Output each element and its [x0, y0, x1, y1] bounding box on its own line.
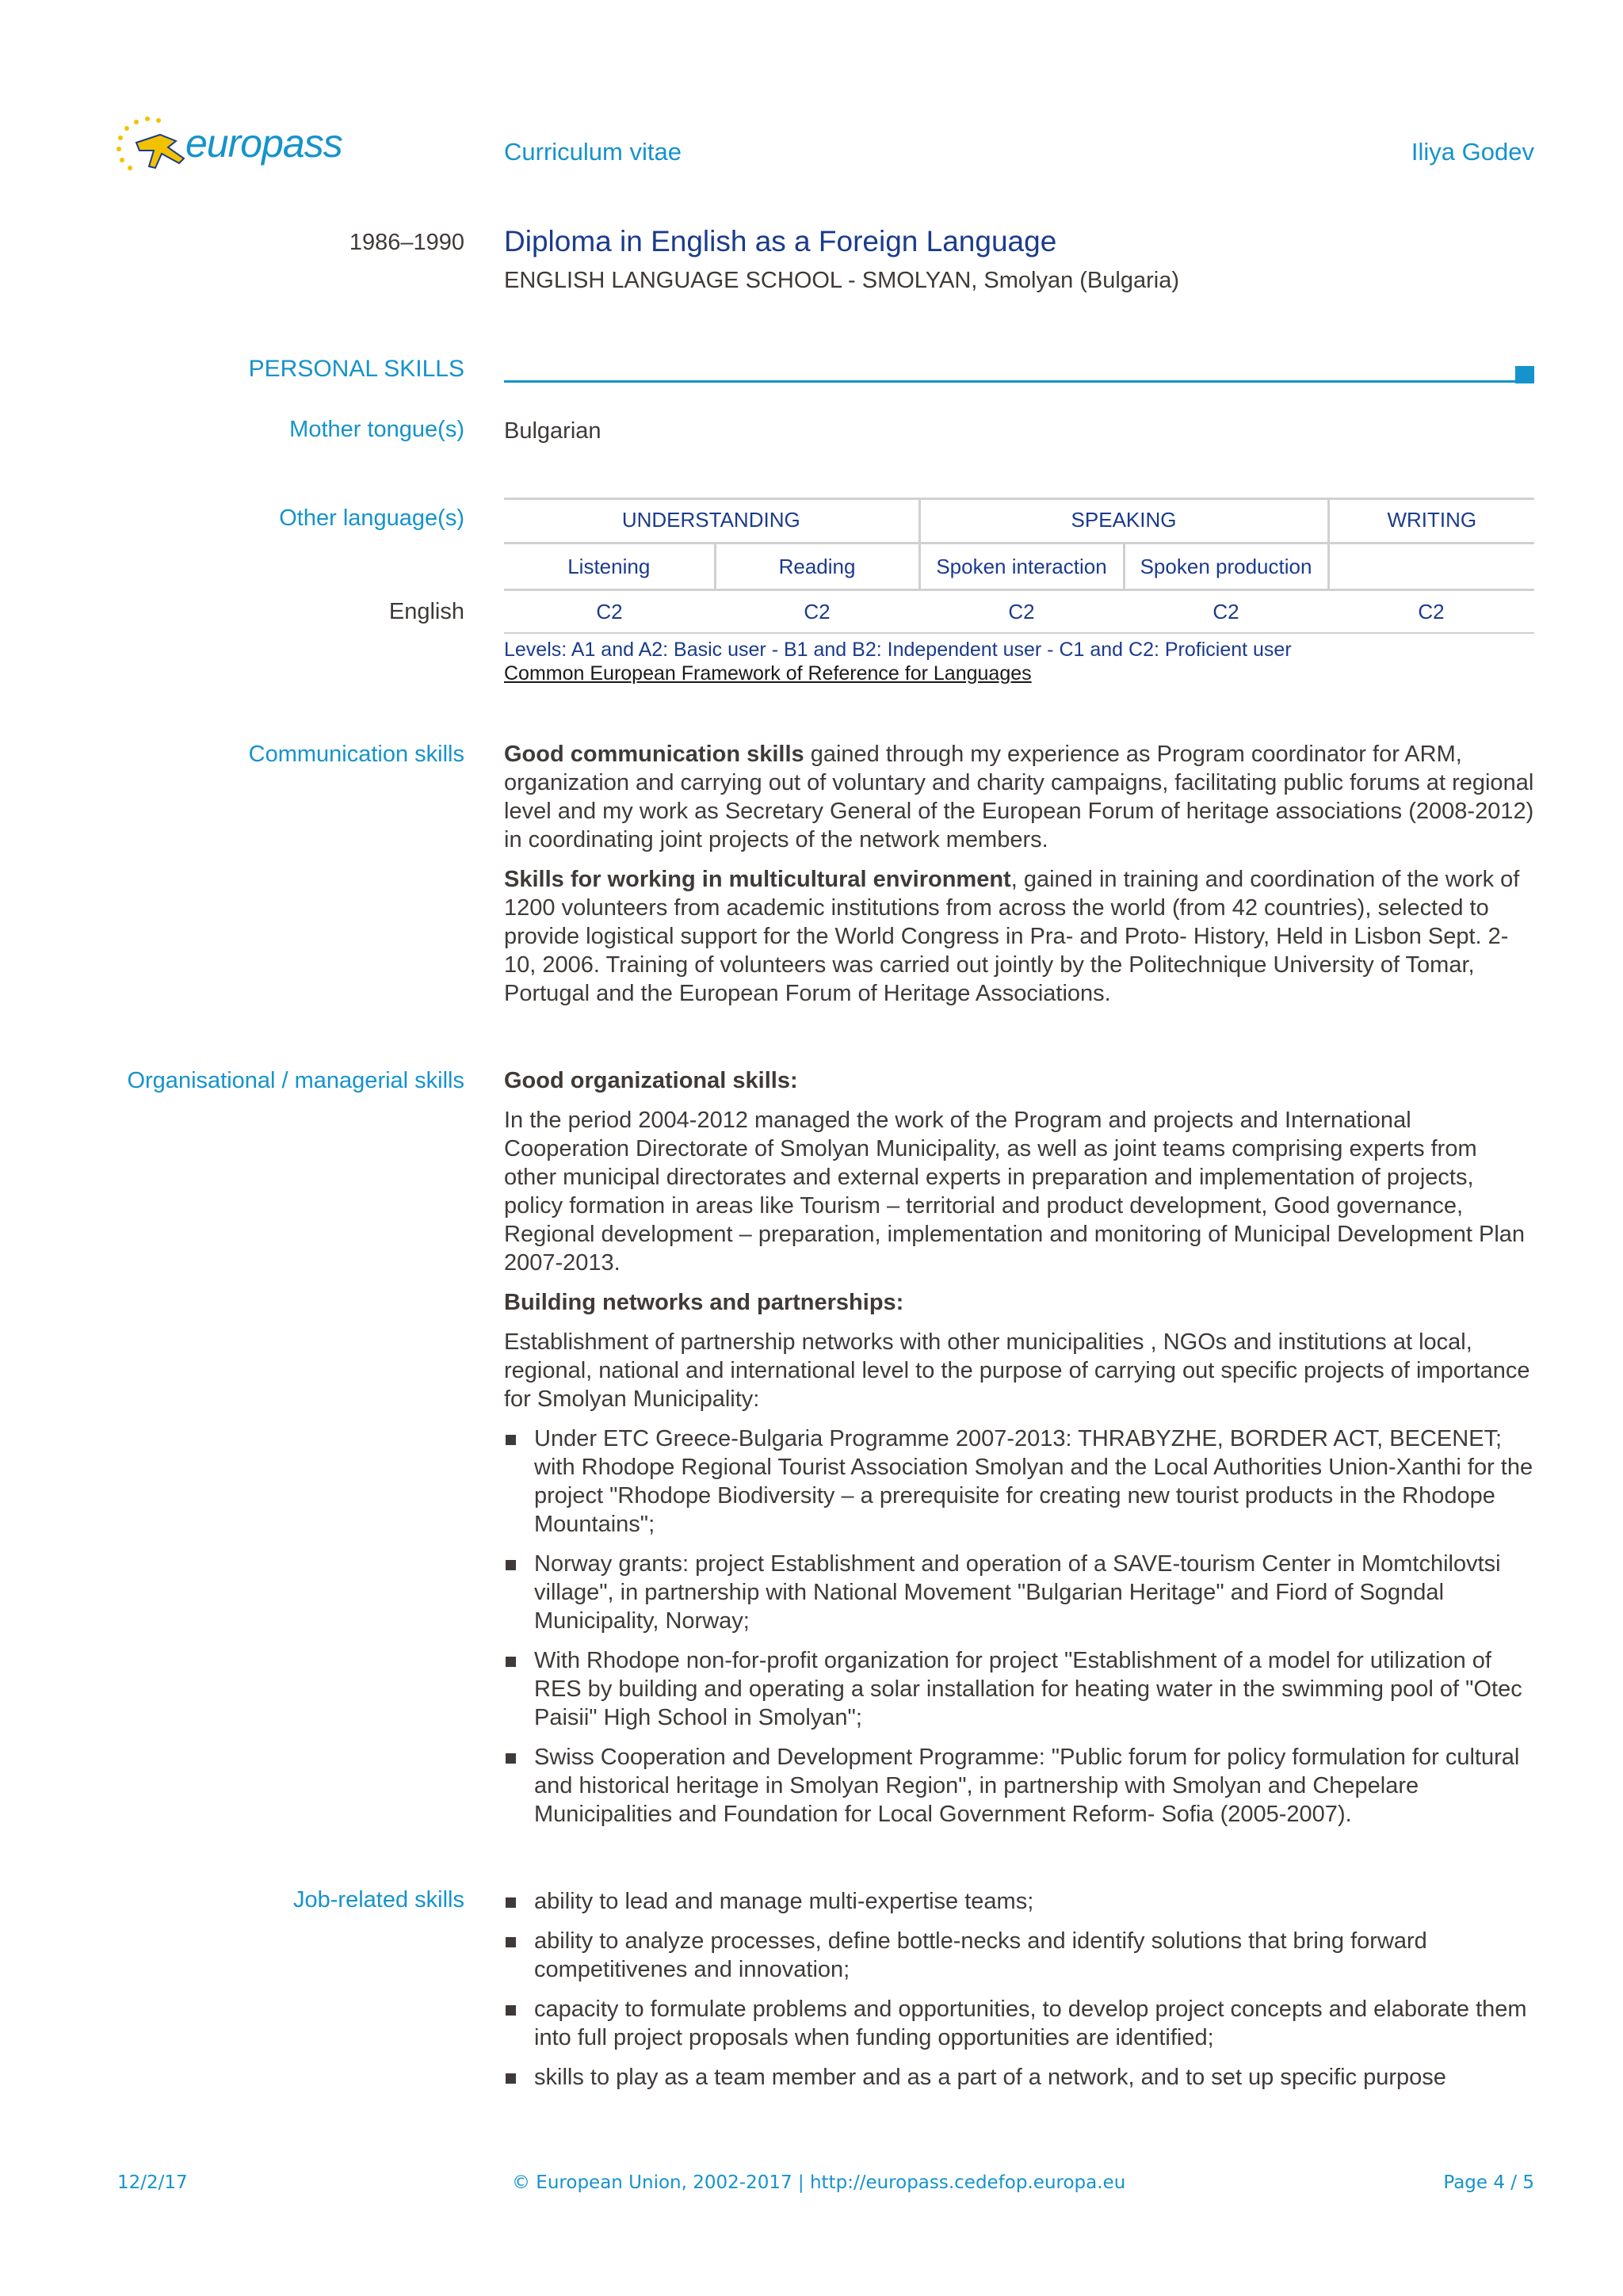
- bullet-square-icon: [506, 2005, 516, 2016]
- footer-page-number: Page 4 / 5: [1443, 2172, 1534, 2193]
- other-languages-label: Other language(s): [279, 505, 464, 531]
- list-item: [504, 1887, 1534, 1916]
- levels-note: Levels: A1 and A2: Basic user - B1 and B2: Independent user - C1 and C2: Proficient user: [504, 639, 1292, 661]
- framework-link[interactable]: Common European Framework of Reference for Languages: [504, 662, 1032, 685]
- list-item-text: Norway grants: project Establishment and operation of a SAVE-tourism Center in Momtchilovtsi village", in partnership with National Movement "Bulgarian Heritage" and Fiord of Sogndal Municipality, Norway;: [534, 1551, 1501, 1634]
- level-reading: C2: [715, 590, 919, 634]
- list-item: [504, 1646, 1534, 1732]
- header-speaking: SPEAKING: [919, 498, 1328, 543]
- bullet-square-icon: [506, 1435, 516, 1445]
- list-item-text: Swiss Cooperation and Development Programme: "Public forum for policy formulation for cultural and historical heritage in Smolyan Region", in partnership with Smolyan and Chepelare Municipalities and Foundation for Local Government Reform- Sofia (2005-2007).: [534, 1745, 1520, 1827]
- communication-p1-rest: gained through my experience as Program coordinator for ARM, organization and carrying out of voluntary and charity campaigns, facilitating public forums at regional level and my work as Secretary General of the European Forum of heritage associations (2008-2012) in coordinating joint projects of the network members.: [504, 742, 1534, 852]
- communication-p1-bold: Good communication skills: [504, 742, 804, 767]
- list-item: [504, 1995, 1534, 2052]
- list-item: [504, 2063, 1534, 2092]
- organisational-h2-text: Building networks and partnerships:: [504, 1290, 904, 1315]
- personal-skills-heading: PERSONAL SKILLS: [248, 356, 464, 382]
- bullet-square-icon: [506, 1937, 516, 1947]
- mother-tongue-label: Mother tongue(s): [289, 417, 464, 442]
- organisational-paragraph-1: In the period 2004-2012 managed the work of the Program and projects and International Cooperation Directorate of Smolyan Municipality, as well as joint teams comprising experts from other municipal directorates and external experts in preparation and implementation of projects, policy formation in areas like Tourism – territorial and product development, Good governance, Regional development – preparation, implementation and monitoring of Municipal Development Plan 2007-2013.: [504, 1108, 1526, 1276]
- mother-tongue-value: Bulgarian: [504, 418, 601, 444]
- communication-skills-label: Communication skills: [248, 742, 464, 767]
- communication-paragraph-1: [504, 740, 1534, 854]
- europass-logo: [113, 111, 342, 182]
- footer-date: 12/2/17: [117, 2172, 188, 2193]
- europass-wordmark: europass: [185, 121, 342, 166]
- list-item-text: Under ETC Greece-Bulgaria Programme 2007-2013: THRABYZHE, BORDER ACT, BECENET; with Rhodope Regional Tourist Association Smolyan and the Local Authorities Union-Xanthi for the project "Rhodope Biodiversity – a prerequisite for creating new tourist products in the Rhodope Mountains";: [534, 1426, 1533, 1537]
- list-item-text: ability to analyze processes, define bottle-necks and identify solutions that bring forward competitivenes and innovation;: [534, 1928, 1427, 1982]
- job-related-skills-text: [504, 1887, 1534, 2103]
- header-understanding: UNDERSTANDING: [504, 498, 919, 543]
- subheader-spoken-production: Spoken production: [1124, 543, 1328, 590]
- language-table: [504, 498, 1534, 634]
- section-divider-line: [504, 380, 1515, 383]
- list-item: [504, 1927, 1534, 1984]
- organisational-heading-2: [504, 1288, 1534, 1317]
- list-item-text: With Rhodope non-for-profit organization for project "Establishment of a model for utilization of RES by building and operating a solar installation for heating water in the swimming pool of "Otec Paisii" High School in Smolyan";: [534, 1648, 1522, 1730]
- subheader-listening: Listening: [504, 543, 715, 590]
- bullet-square-icon: [506, 1897, 516, 1908]
- education-title: Diploma in English as a Foreign Language: [504, 225, 1057, 257]
- education-dates: 1986–1990: [349, 230, 464, 255]
- list-item: [504, 1743, 1534, 1829]
- subheader-writing-empty: [1328, 543, 1534, 590]
- organisational-skills-text: [504, 1066, 1534, 1840]
- organisational-paragraph-2: Establishment of partnership networks with other municipalities , NGOs and institutions at local, regional, national and international level to the purpose of carrying out specific projects of importance for Smolyan Municipality:: [504, 1329, 1530, 1412]
- communication-p2-bold: Skills for working in multicultural environment: [504, 867, 1011, 892]
- level-spoken-production: C2: [1124, 590, 1328, 634]
- list-item-text: skills to play as a team member and as a part of a network, and to set up specific purpose: [534, 2065, 1446, 2090]
- job-related-skills-label: Job-related skills: [293, 1887, 464, 1913]
- bullet-square-icon: [506, 1753, 516, 1764]
- list-item: [504, 1550, 1534, 1635]
- subheader-reading: Reading: [715, 543, 919, 590]
- list-item: [504, 1425, 1534, 1539]
- language-name: English: [388, 599, 464, 624]
- list-item-text: capacity to formulate problems and opportunities, to develop project concepts and elaborate them into full project proposals when funding opportunities are identified;: [534, 1997, 1527, 2050]
- communication-skills-text: [504, 740, 1534, 1019]
- bullet-square-icon: [506, 1560, 516, 1570]
- candidate-name: Iliya Godev: [1411, 138, 1534, 166]
- footer-copyright: © European Union, 2002-2017 | http://europass.cedefop.europa.eu: [512, 2172, 1126, 2193]
- level-spoken-interaction: C2: [919, 590, 1124, 634]
- communication-p2-rest: , gained in training and coordination of the work of 1200 volunteers from academic institutions from across the world (from 42 countries), selected to provide logistical support for the World Congress in Pra- and Proto- History, Held in Lisbon Sept. 2-10, 2006. Training of volunteers was carried out jointly by the Politechnique University of Tomar, Portugal and the European Forum of Heritage Associations.: [504, 867, 1520, 1006]
- bullet-square-icon: [506, 2073, 516, 2084]
- list-item-text: ability to lead and manage multi-expertise teams;: [534, 1889, 1034, 1914]
- header-writing: WRITING: [1328, 498, 1534, 543]
- subheader-spoken-interaction: Spoken interaction: [919, 543, 1124, 590]
- level-listening: C2: [504, 590, 715, 634]
- section-divider-square: [1515, 366, 1534, 383]
- organisational-heading-1: [504, 1066, 1534, 1095]
- communication-paragraph-2: [504, 865, 1534, 1008]
- education-institution: ENGLISH LANGUAGE SCHOOL - SMOLYAN, Smolyan (Bulgaria): [504, 268, 1179, 293]
- organisational-h1-text: Good organizational skills:: [504, 1068, 798, 1093]
- level-writing: C2: [1328, 590, 1534, 634]
- bullet-square-icon: [506, 1657, 516, 1667]
- document-title: Curriculum vitae: [504, 138, 682, 166]
- organisational-skills-label: Organisational / managerial skills: [127, 1068, 464, 1093]
